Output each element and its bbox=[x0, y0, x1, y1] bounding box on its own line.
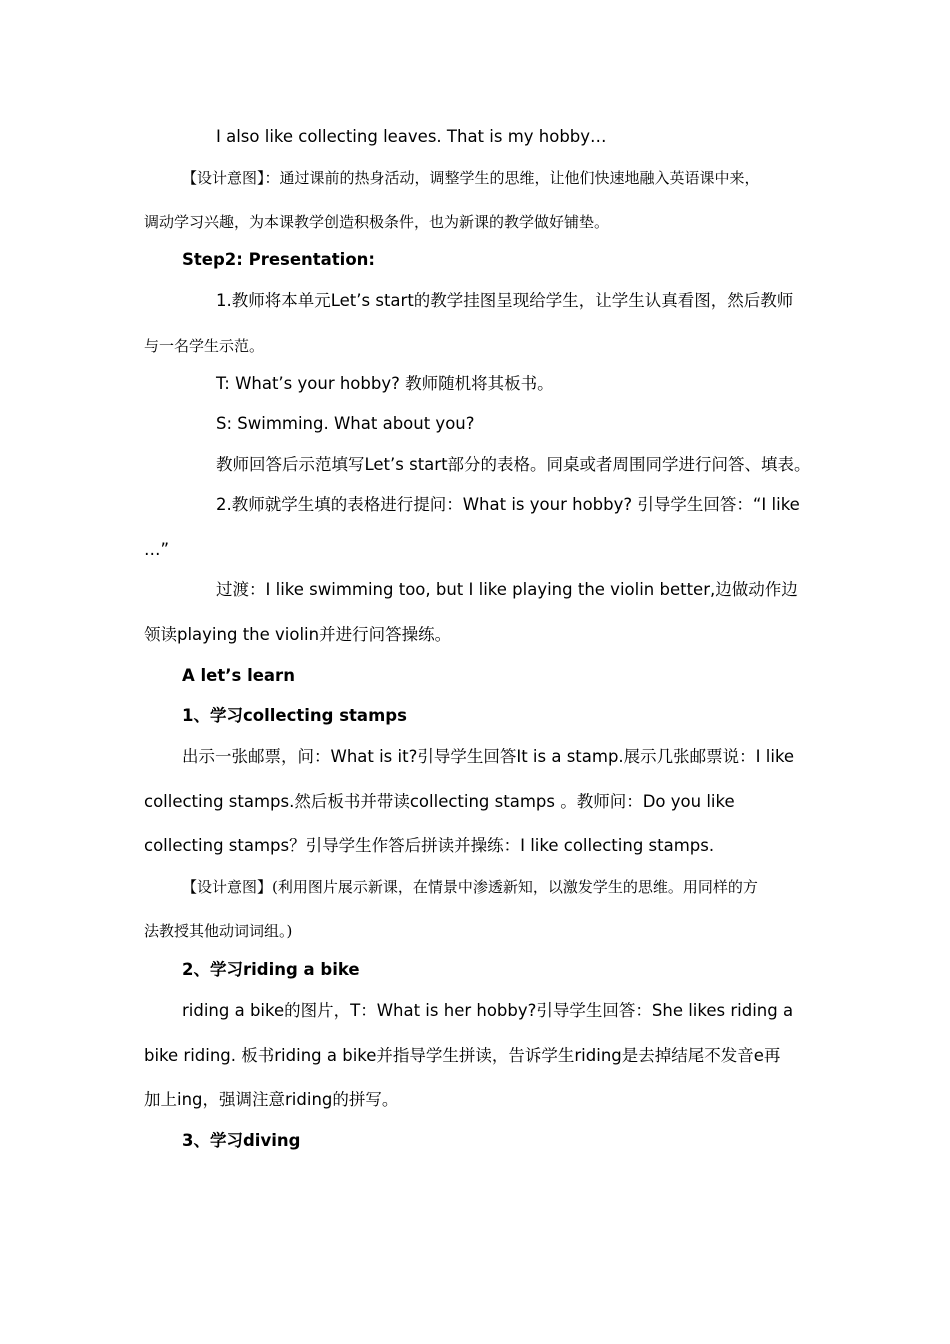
text-line: …” bbox=[144, 540, 170, 559]
text-line: riding a bike的图片，T：What is her hobby?引导学生回答：She likes riding a bbox=[182, 1001, 794, 1020]
subsection-heading: 3、学习diving bbox=[182, 1131, 301, 1150]
text-line: collecting stamps？引导学生作答后拼读并操练：I like collecting stamps. bbox=[144, 836, 715, 855]
section-heading: Step2: Presentation: bbox=[182, 250, 376, 269]
text-line: I also like collecting leaves. That is my hobby… bbox=[216, 127, 607, 146]
text-line: bike riding. 板书riding a bike并指导学生拼读，告诉学生riding是去掉结尾不发音e再 bbox=[144, 1046, 781, 1065]
text-line: 调动学习兴趣，为本课教学创造积极条件，也为新课的教学做好铺垫。 bbox=[144, 213, 610, 231]
text-line: 加上ing，强调注意riding的拼写。 bbox=[144, 1090, 399, 1109]
dialogue-line: S: Swimming. What about you? bbox=[216, 414, 475, 433]
text-line: 领读playing the violin并进行问答操练。 bbox=[144, 625, 452, 644]
text-line: 1.教师将本单元Let’s start的教学挂图呈现给学生，让学生认真看图，然后教师 bbox=[216, 291, 794, 310]
text-line: 过渡：I like swimming too, but I like playing the violin better,边做动作边 bbox=[216, 580, 798, 599]
text-line: 与一名学生示范。 bbox=[144, 337, 265, 355]
section-heading: A let’s learn bbox=[182, 666, 295, 685]
design-intent-paragraph: 【设计意图】(利用图片展示新课，在情景中渗透新知，以激发学生的思维。用同样的方 bbox=[182, 878, 758, 896]
text-line: collecting stamps.然后板书并带读collecting stamps 。教师问：Do you like bbox=[144, 792, 735, 811]
text-line: 教师回答后示范填写Let’s start部分的表格。同桌或者周围同学进行问答、填表。 bbox=[216, 455, 811, 474]
dialogue-line: T: What’s your hobby? 教师随机将其板书。 bbox=[216, 374, 554, 393]
text-line: 2.教师就学生填的表格进行提问：What is your hobby? 引导学生回答：“I like bbox=[216, 495, 800, 514]
subsection-heading: 2、学习riding a bike bbox=[182, 960, 360, 979]
text-line: 法教授其他动词词组。) bbox=[144, 922, 293, 940]
design-intent-paragraph: 【设计意图】：通过课前的热身活动，调整学生的思维，让他们快速地融入英语课中来， bbox=[182, 169, 760, 187]
subsection-heading: 1、学习collecting stamps bbox=[182, 706, 407, 725]
text-line: 出示一张邮票，问：What is it?引导学生回答It is a stamp.展示几张邮票说：I like bbox=[182, 747, 795, 766]
